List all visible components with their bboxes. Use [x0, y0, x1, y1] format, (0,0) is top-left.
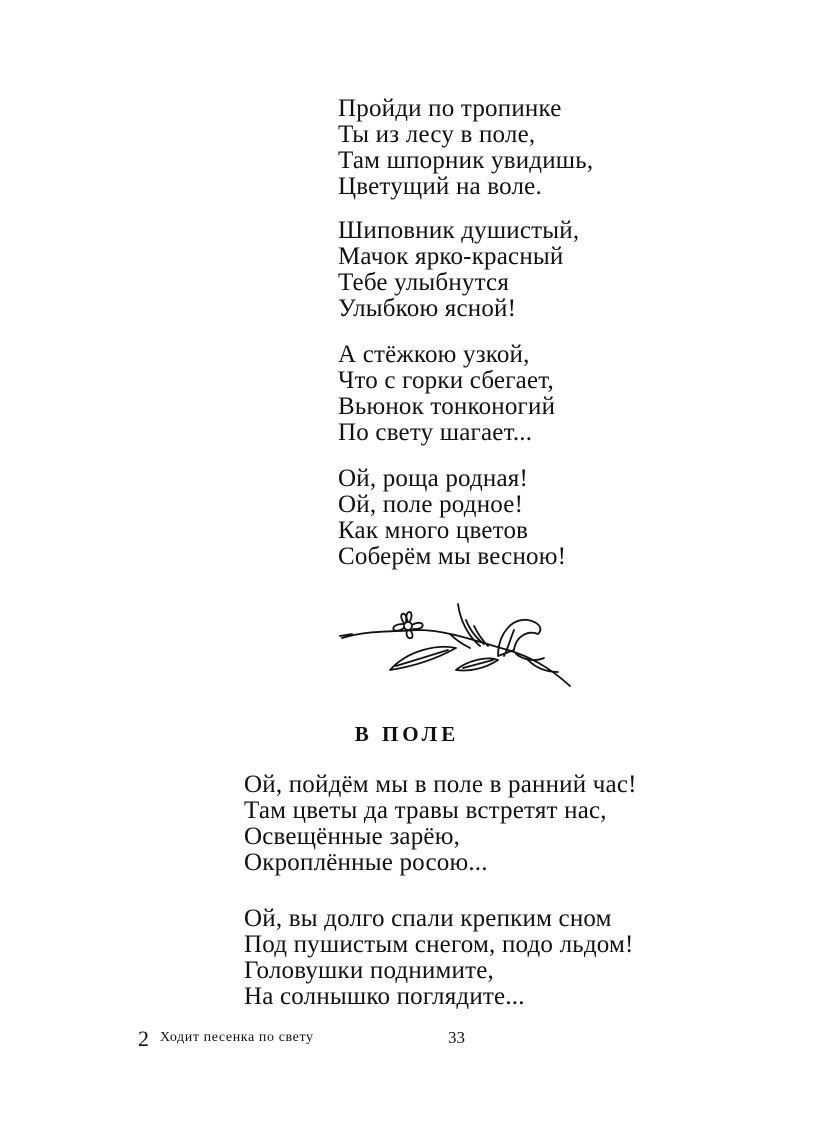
- verse-line: А стёжкою узкой,: [338, 341, 530, 368]
- verse-line: Улыбкою ясной!: [338, 295, 517, 322]
- verse-line: Ой, вы долго спали крепким сном: [244, 905, 612, 932]
- verse-line: Ой, роща родная!: [338, 465, 529, 492]
- stanza: [338, 342, 555, 446]
- verse-line: Головушки поднимите,: [244, 957, 494, 984]
- verse-line: Под пушистым снегом, подо льдом!: [244, 931, 634, 958]
- verse-line: Ты из лесу в поле,: [338, 121, 536, 148]
- stanza: [338, 96, 593, 200]
- flower-branch-icon: [338, 600, 578, 692]
- verse-line: Соберём мы весною!: [338, 543, 567, 570]
- verse-line: По свету шагает...: [338, 419, 533, 446]
- verse-line: Цветущий на воле.: [338, 173, 542, 200]
- verse-line: Тебе улыбнутся: [338, 269, 510, 296]
- verse-line: Ой, пойдём мы в поле в ранний час!: [244, 771, 637, 798]
- verse-line: На солнышко поглядите...: [244, 983, 525, 1010]
- stanza: [338, 218, 579, 322]
- verse-line: Мачок ярко-красный: [338, 243, 564, 270]
- verse-line: Освещённые зарёю,: [244, 823, 461, 850]
- verse-line: Пройди по тропинке: [338, 95, 562, 122]
- verse-line: Ой, поле родное!: [338, 491, 524, 518]
- stanza: [244, 906, 634, 1010]
- running-title: Ходит песенка по свету: [160, 1030, 314, 1045]
- verse-line: Окроплённые росою...: [244, 849, 488, 876]
- verse-line: Шиповник душистый,: [338, 217, 580, 244]
- verse-line: Что с горки сбегает,: [338, 367, 554, 394]
- verse-line: Вьюнок тонконогий: [338, 393, 556, 420]
- page-number: 33: [448, 1028, 465, 1047]
- verse-line: Как много цветов: [338, 517, 529, 544]
- poem-title: В ПОЛЕ: [354, 722, 460, 746]
- stanza: [338, 466, 566, 570]
- verse-line: Там шпорник увидишь,: [338, 147, 594, 174]
- stanza: [244, 772, 637, 876]
- verse-line: Там цветы да травы встретят нас,: [244, 797, 607, 824]
- signature-number: 2: [138, 1026, 149, 1051]
